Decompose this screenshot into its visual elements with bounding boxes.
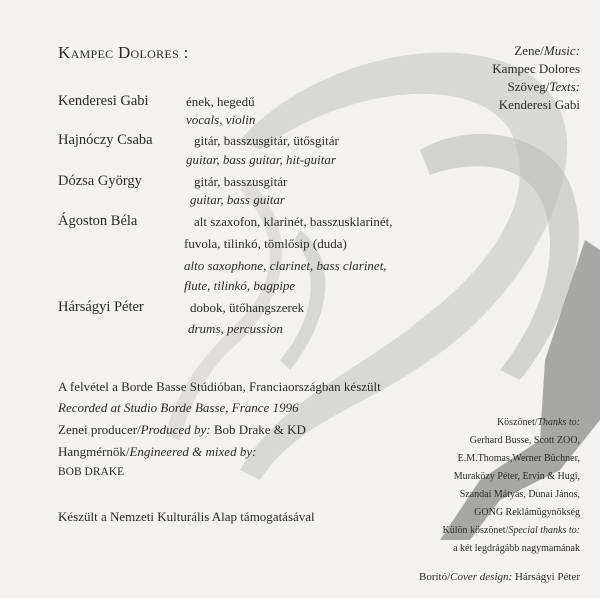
thanks-line: E.M.Thomas,Werner Büchner, [457,453,580,464]
thanks-line: Gerhard Busse, Scott ZOO, [469,435,580,446]
producer-value: Bob Drake & KD [213,422,306,437]
music-label: Zene/ [514,43,544,58]
member-instruments-en: drums, percussion [188,321,283,336]
member-instruments-en: guitar, bass guitar [190,192,285,207]
member-instruments-hu: dobok, ütőhangszerek [190,300,305,315]
thanks-label-en: Thanks to: [537,417,580,428]
member-instruments-en-2: flute, tilinkó, bagpipe [184,278,296,293]
member-name: Hárságyi Péter [58,299,144,315]
texts-label-en: Texts: [549,79,580,94]
producer-label: Zenei producer/ [58,422,141,437]
engineer-value: BOB DRAKE [58,466,125,478]
special-thanks-label-en: Special thanks to: [508,525,580,536]
recording-hu: A felvétel a Borde Basse Stúdióban, Franciaországban készült [58,379,381,394]
special-thanks-label: Külön köszönet/ [442,525,509,536]
member-instruments-en: guitar, bass guitar, hit-guitar [186,152,336,167]
cover-label-en: Cover design: [450,571,513,583]
member-instruments-hu: ének, hegedű [186,94,255,109]
member-instruments-hu: gitár, basszusgitár, ütősgitár [194,133,339,148]
engineer-label-en: Engineered & mixed by: [129,444,257,459]
special-thanks-heading [443,526,580,536]
texts-value: Kenderesi Gabi [498,97,580,112]
cover-credit [419,572,580,583]
band-title: Kampec Dolores : [58,43,189,62]
music-label-en: Music: [543,43,580,58]
member-instruments-hu: alt szaxofon, klarinét, basszusklarinét, [194,214,393,229]
thanks-line: GONG Reklámügynökség [474,507,580,518]
recording-en: Recorded at Studio Borde Basse, France 1996 [58,400,299,415]
producer-credit [58,423,306,436]
cover-value: Hárságyi Péter [514,571,580,583]
thanks-heading [497,418,580,428]
member-instruments-hu-2: fuvola, tilinkó, tömlősip (duda) [184,236,347,251]
thanks-line: Muraközy Péter, Ervin & Hugi, [453,471,580,482]
music-credit [514,44,580,57]
member-name: Dózsa György [58,173,142,189]
thanks-line: Szandai Mátyás, Dunai János, [459,489,580,500]
member-instruments-en: alto saxophone, clarinet, bass clarinet, [184,258,387,273]
member-instruments-en: vocals, violin [186,112,256,127]
special-thanks-value: a két legdrágább nagymamának [453,543,580,554]
thanks-label: Köszönet/ [496,417,538,428]
music-value: Kampec Dolores [492,61,580,76]
engineer-credit [58,445,256,458]
texts-credit [508,80,580,93]
member-instruments-hu: gitár, basszusgitár [194,174,288,189]
texts-label: Szöveg/ [507,79,550,94]
member-name: Kenderesi Gabi [58,93,149,109]
engineer-label: Hangmérnök/ [58,444,130,459]
member-name: Hajnóczy Csaba [58,132,153,148]
member-name: Ágoston Béla [58,213,138,229]
producer-label-en: Produced by: [140,422,211,437]
cover-label: Borító/ [419,571,451,583]
support-note: Készült a Nemzeti Kulturális Alap támogatásával [58,509,315,524]
